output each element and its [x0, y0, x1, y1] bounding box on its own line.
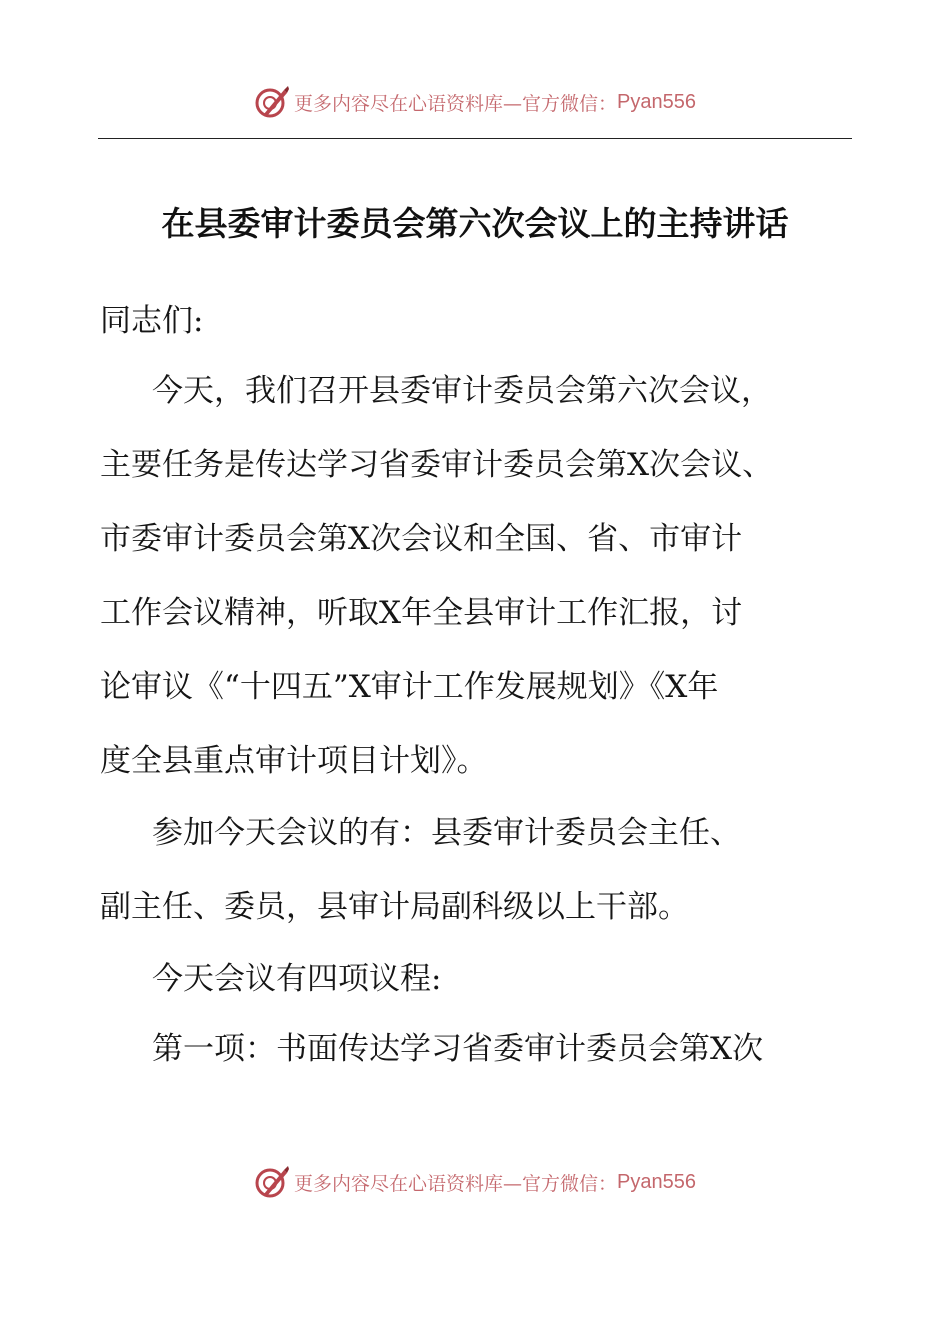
paragraph-line: 第一项：书面传达学习省委审计委员会第X次	[152, 1031, 764, 1067]
paragraph-line: 度全县重点审计项目计划》。	[100, 743, 488, 779]
paragraph-line: 今天会议有四项议程:	[152, 961, 442, 997]
paragraph-line: 今天，我们召开县委审计委员会第六次会议，	[152, 373, 772, 409]
paragraph-line: 副主任、委员，县审计局副科级以上干部。	[100, 889, 689, 925]
footer-watermark	[0, 1162, 950, 1202]
pen-logo-icon	[254, 1164, 290, 1200]
header-watermark	[0, 82, 950, 122]
document-title: 在县委审计委员会第六次会议上的主持讲话	[161, 204, 789, 243]
pen-logo-icon	[254, 84, 290, 120]
paragraph-line: 参加今天会议的有：县委审计委员会主任、	[152, 815, 741, 851]
paragraph-line: 市委审计委员会第X次会议和全国、省、市审计	[100, 521, 743, 557]
paragraph-line: 论审议《“十四五”X审计工作发展规划》《X年	[100, 669, 719, 705]
watermark-wechat-id: Pyan556	[617, 1170, 696, 1193]
watermark-text: 更多内容尽在心语资料库—官方微信：	[294, 1172, 618, 1195]
header-divider	[98, 138, 852, 139]
paragraph-line: 主要任务是传达学习省委审计委员会第X次会议、	[100, 447, 774, 483]
salutation: 同志们:	[100, 303, 204, 339]
paragraph-line: 工作会议精神，听取X年全县审计工作汇报，讨	[100, 595, 743, 631]
watermark-wechat-id: Pyan556	[617, 90, 696, 113]
watermark-text: 更多内容尽在心语资料库—官方微信：	[294, 92, 618, 115]
